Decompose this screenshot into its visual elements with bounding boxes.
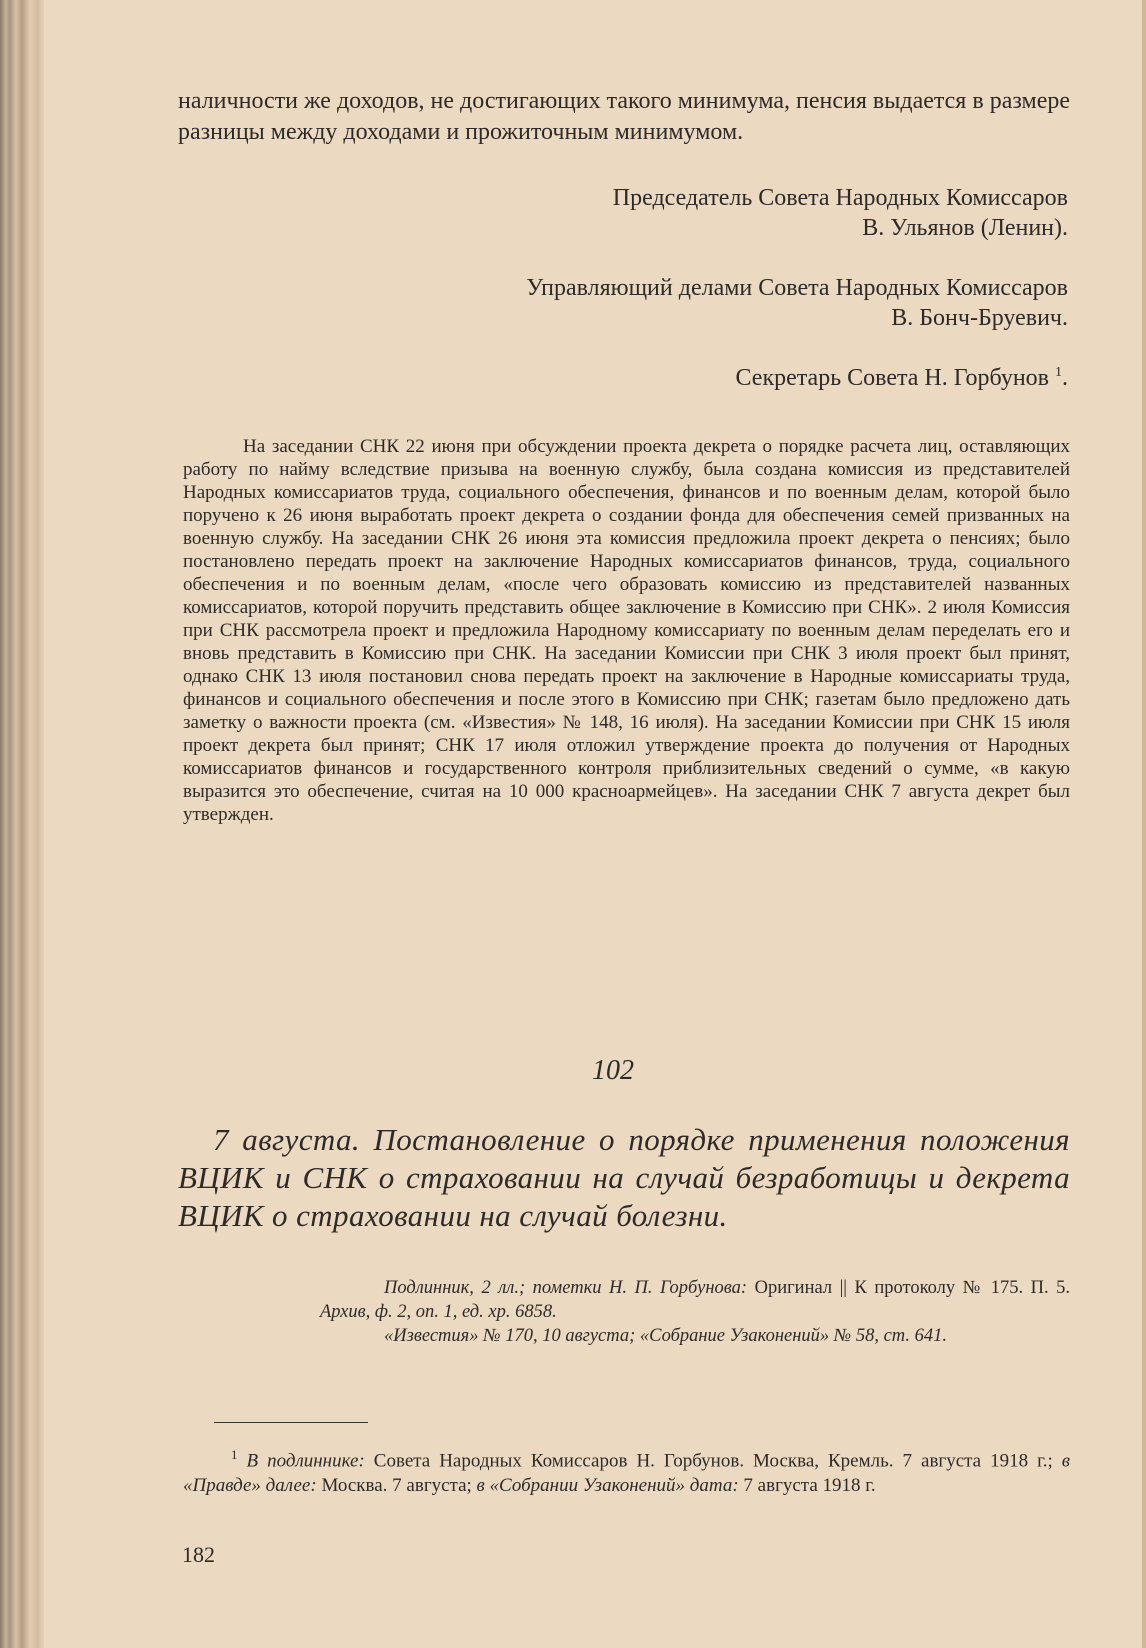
- secretary-line: Секретарь Совета Н. Горбунов: [735, 365, 1049, 391]
- footnote: [183, 1442, 1070, 1498]
- page-number: 182: [182, 1542, 215, 1567]
- footnote-divider: [214, 1422, 368, 1423]
- footnote-text-collection: 7 августа 1918 г.: [743, 1475, 876, 1497]
- manager-title: Управляющий делами Совета Народных Комиссаров: [526, 275, 1068, 301]
- secretary-end: .: [1062, 365, 1068, 391]
- footnote-label-original: В подлиннике:: [246, 1450, 365, 1472]
- source-archive: Архив, ф. 2, оп. 1, ед. хр. 6858.: [320, 1302, 557, 1322]
- signature-manager: [526, 273, 1068, 333]
- chairman-title: Председатель Совета Народных Комиссаров: [612, 185, 1068, 211]
- source-protocol: К протоколу № 175. П. 5.: [854, 1278, 1070, 1298]
- footnote-mark: 1: [231, 1447, 238, 1462]
- editorial-note: На заседании СНК 22 июня при обсуждении проекта декрета о порядке расчета лиц, оставляющих работу по найму вследствие призыва на военную службу, была создана комиссия из представителей Народных комиссариатов труда, социального обеспечения, финансов и по военным делам, которой было поручено к 26 июня выработать проект декрета о создании фонда для обеспечения семей призванных на военную службу. На заседании СНК 26 июня эта комиссия предложила проект декрета о пенсиях; было постановлено передать проект на заключение Народных комиссариатов финансов, труда, социального обеспечения и по военным делам, «после чего образовать комиссию из представителей названных комиссариатов, которой поручить представить общее заключение в Комиссию при СНК». 2 июля Комиссия при СНК рассмотрела проект и предложила Народному комиссариату по военным делам переделать его и вновь представить в Комиссию при СНК. На заседании Комиссии при СНК 3 июля проект был принят, однако СНК 13 июля постановил снова передать проект на заключение в Народные комиссариаты труда, финансов и социального обеспечения и после этого в Комиссию при СНК; газетам было предложено дать заметку о важности проекта (см. «Известия» № 148, 16 июля). На заседании Комиссии при СНК 15 июля проект декрета был принят; СНК 17 июля отложил утверждение проекта до получения от Народных комиссариатов финансов и государственного контроля приблизительных сведений о сумме, «в какую выразится это обеспечение, считая на 10 000 красноармейцев». На заседании СНК 7 августа декрет был утвержден.: [183, 436, 1070, 825]
- book-spine-edge: [0, 0, 44, 1648]
- source-citation: [320, 1276, 1070, 1348]
- document-number: 102: [592, 1055, 634, 1086]
- footnote-label-collection: в «Собрании Узаконений» дата:: [476, 1475, 739, 1497]
- footnote-text-original: Совета Народных Комиссаров Н. Горбунов. Москва, Кремль. 7 августа 1918 г.;: [373, 1450, 1053, 1472]
- source-original: Подлинник, 2 лл.; пометки Н. П. Горбунова:: [384, 1278, 748, 1298]
- chairman-name: В. Ульянов (Ленин).: [862, 215, 1068, 241]
- body-text-continuation: наличности же доходов, не достигающих такого минимума, пенсия выдается в размере разницы между доходами и прожиточным минимумом.: [178, 88, 1070, 145]
- source-publication: «Известия» № 170, 10 августа; «Собрание Узаконений» № 58, ст. 641.: [384, 1326, 948, 1346]
- source-original-mark: Оригинал ||: [754, 1278, 848, 1298]
- signature-secretary: [736, 358, 1069, 393]
- manager-name: В. Бонч-Бруевич.: [891, 305, 1068, 331]
- signature-chairman: [613, 183, 1068, 243]
- document-title: 7 августа. Постановление о порядке применения положения ВЦИК и СНК о страховании на случай безработицы и декрета ВЦИК о страховании на случай болезни.: [178, 1122, 1070, 1233]
- footnote-label-pravda: в «Правде» далее:: [183, 1450, 1071, 1497]
- footnote-ref: 1: [1055, 365, 1062, 380]
- page-right-edge: [1142, 0, 1146, 1648]
- footnote-text-pravda: Москва. 7 августа;: [321, 1475, 472, 1497]
